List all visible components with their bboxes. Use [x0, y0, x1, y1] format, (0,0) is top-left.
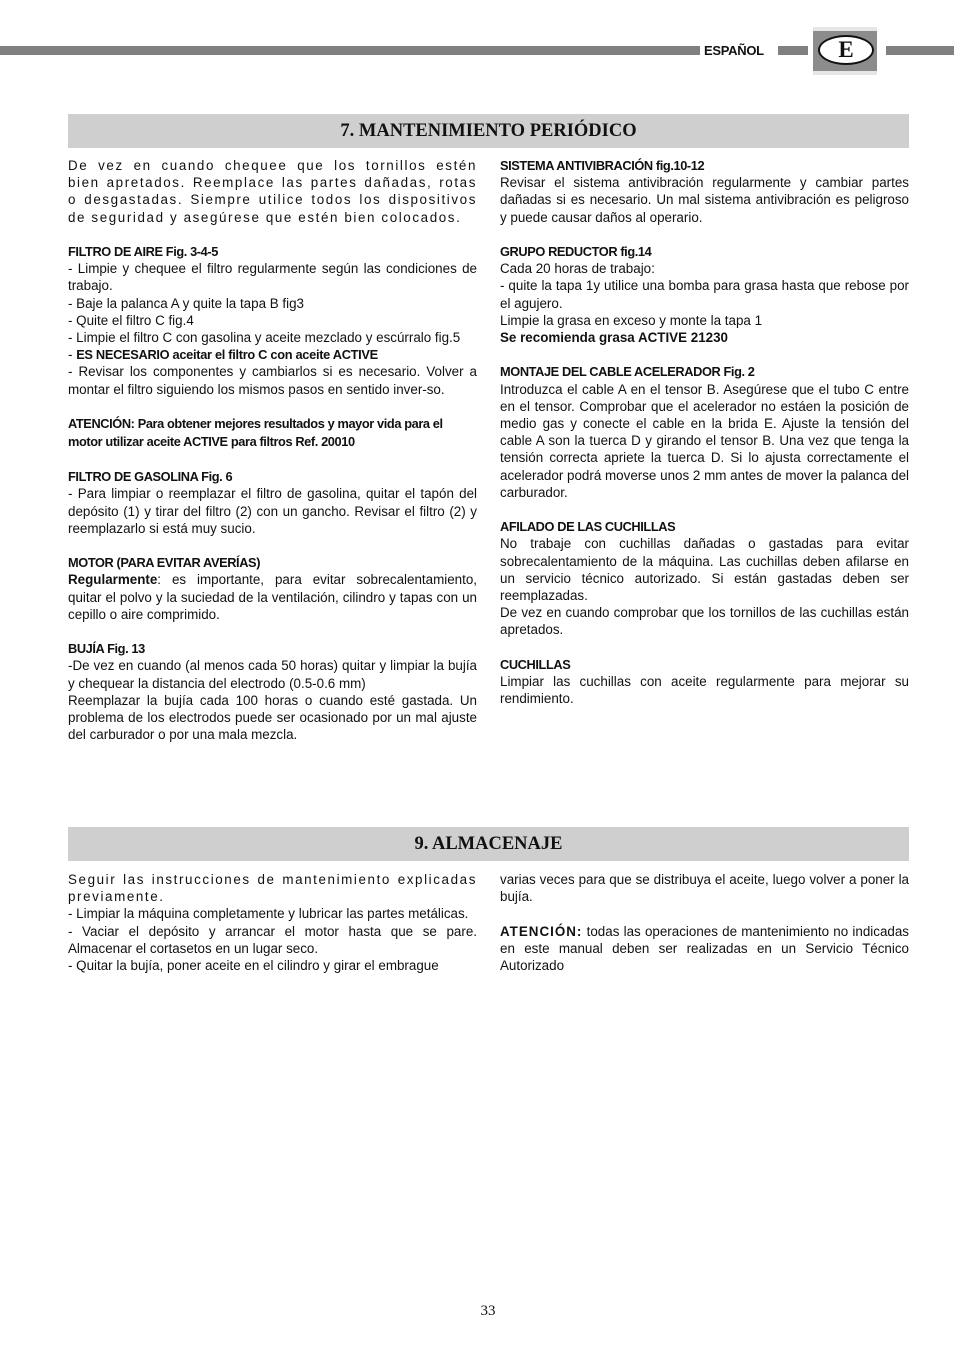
heading-cuchillas: CUCHILLAS	[500, 656, 571, 672]
heading-bujia: BUJÍA Fig. 13	[68, 641, 145, 657]
motor-bold-lead: Regularmente	[68, 572, 158, 588]
atencion-paragraph: ATENCIÓN: Para obtener mejores resultados y mayor vida para el motor utilizar aceite ACTIVE para filtros Ref. 20010	[68, 416, 443, 450]
almacenaje-line-3: - Vaciar el depósito y arrancar el motor hasta que se pare. Almacenar el cortasetos en un lugar seco.	[68, 923, 477, 956]
almacenaje-line-2: - Limpiar la máquina completamente y lubricar las partes metálicas.	[68, 906, 469, 922]
almacenaje-continued: varias veces para que se distribuya el aceite, luego volver a poner la bujía.	[500, 872, 909, 905]
filtro-aire-line-1: - Limpie y chequee el filtro regularmente según las condiciones de trabajo.	[68, 261, 477, 294]
afilado-line-1: No trabaje con cuchillas dañadas o gastadas para evitar sobrecalentamiento de la máquina. Las cuchillas deben afilarse en un servicio técnico autorizado. Si están gastadas deben ser reemplazadas.	[500, 536, 909, 604]
heading-filtro-aire: FILTRO DE AIRE Fig. 3-4-5	[68, 244, 218, 259]
reductor-line-2: - quite la tapa 1y utilice una bomba para grasa hasta que rebose por el agujero.	[500, 278, 909, 311]
reductor-line-4: Se recomienda grasa ACTIVE 21230	[500, 330, 729, 346]
antivibracion-text: Revisar el sistema antivibración regularmente y cambiar partes dañadas si es necesario. Un mal sistema antivibración es peligroso y puede causar daños al operario.	[500, 175, 909, 225]
filtro-aire-line-6: - Revisar los componentes y cambiarlos si es necesario. Volver a montar el filtro siguiendo los mismos pasos en sentido inver-so.	[68, 364, 477, 397]
language-label: ESPAÑOL	[704, 43, 764, 58]
cable-acelerador-text: Introduzca el cable A en el tensor B. Asegúrese que el tubo C entre en el tensor. Comprobar que el acelerador no estáen la posición de medio gas y conecte el cable en la brida E. Ajuste la tensión del cable A son la tuerca D y girando el tensor B. Una vez que tenga la tensión correcta apriete la tuerca D. Si lo ajusta correctamente el acelerador podrá moverse unos 2 mm antes de mover la palanca del carburador.	[500, 381, 909, 500]
motor-body: : es importante, para evitar sobrecalentamiento, quitar el polvo y la suciedad de la ventilación, cilindro y tapas con un cepillo o aire comprimido.	[68, 572, 477, 622]
afilado-line-2: De vez en cuando comprobar que los tornillos de las cuchillas están apretados.	[500, 605, 909, 638]
heading-cable-acelerador: MONTAJE DEL CABLE ACELERADOR Fig. 2	[500, 364, 755, 380]
almacenaje-line-4: - Quitar la bujía, poner aceite en el cilindro y girar el embrague	[68, 958, 439, 974]
filtro-aire-line-3: - Quite el filtro C fig.4	[68, 312, 194, 328]
filtro-aire-line-5	[68, 346, 477, 363]
filtro-aire-line-4: - Limpie el filtro C con gasolina y aceite mezclado y escúrralo fig.5	[68, 330, 461, 346]
mantenimiento-right-column	[500, 157, 909, 707]
filtro-aire-line-5-bold: ES NECESARIO aceitar el filtro C con aceite ACTIVE	[76, 347, 378, 363]
filtro-aire-line-2: - Baje la palanca A y quite la tapa B fig3	[68, 295, 304, 311]
motor-text	[68, 571, 477, 623]
almacenaje-left-column	[68, 871, 477, 974]
almacenaje-right-column	[500, 871, 909, 974]
header-rule-left	[0, 46, 700, 55]
page-number: 33	[480, 1303, 496, 1319]
heading-grupo-reductor: GRUPO REDUCTOR fig.14	[500, 244, 652, 259]
almacenaje-atencion-text: todas las operaciones de mantenimiento no indicadas en este manual deben ser realizadas en un Servicio Técnico Autorizado	[500, 923, 909, 973]
section-title-mantenimiento: 7. MANTENIMIENTO PERIÓDICO	[68, 114, 909, 148]
language-badge: E	[818, 35, 874, 65]
cuchillas-text: Limpiar las cuchillas con aceite regularmente para mejorar su rendimiento.	[500, 674, 909, 707]
intro-paragraph: De vez en cuando chequee que los tornillos estén bien apretados. Reemplace las partes dañadas, rotas o desgastadas. Siempre utilice todos los dispositivos de seguridad y asegúrese que estén bien colocados.	[68, 158, 477, 225]
almacenaje-atencion-label: ATENCIÓN:	[500, 923, 583, 939]
filtro-gasolina-text: - Para limpiar o reemplazar el filtro de gasolina, quitar el tapón del depósito (1) y tirar del filtro (2) con un gancho. Revisar el filtro (2) y reemplazarlo si está muy sucio.	[68, 486, 477, 536]
header-rule-middle	[778, 46, 808, 55]
section-title-almacenaje: 9. ALMACENAJE	[68, 827, 909, 861]
bujia-line-1: -De vez en cuando (al menos cada 50 horas) quitar y limpiar la bujía y chequear la distancia del electrodo (0.5-0.6 mm)	[68, 658, 477, 691]
reductor-line-1: Cada 20 horas de trabajo:	[500, 261, 655, 277]
reductor-line-3: Limpie la grasa en exceso y monte la tapa 1	[500, 312, 763, 328]
heading-filtro-gasolina: FILTRO DE GASOLINA Fig. 6	[68, 469, 233, 485]
mantenimiento-left-column	[68, 157, 477, 743]
almacenaje-line-1: Seguir las instrucciones de mantenimiento explicadas previamente.	[68, 872, 477, 905]
almacenaje-atencion	[500, 923, 909, 975]
heading-afilado: AFILADO DE LAS CUCHILLAS	[500, 519, 676, 535]
bujia-line-2: Reemplazar la bujía cada 100 horas o cuando esté gastada. Un problema de los electrodos puede ser ocasionado por un mal ajuste del carburador o por una mala mezcla.	[68, 692, 477, 743]
heading-motor: MOTOR (PARA EVITAR AVERÍAS)	[68, 555, 261, 571]
header-rule-right	[886, 46, 954, 55]
heading-antivibracion: SISTEMA ANTIVIBRACIÓN fig.10-12	[500, 158, 705, 173]
filtro-aire-line-5-dash: -	[68, 347, 77, 363]
